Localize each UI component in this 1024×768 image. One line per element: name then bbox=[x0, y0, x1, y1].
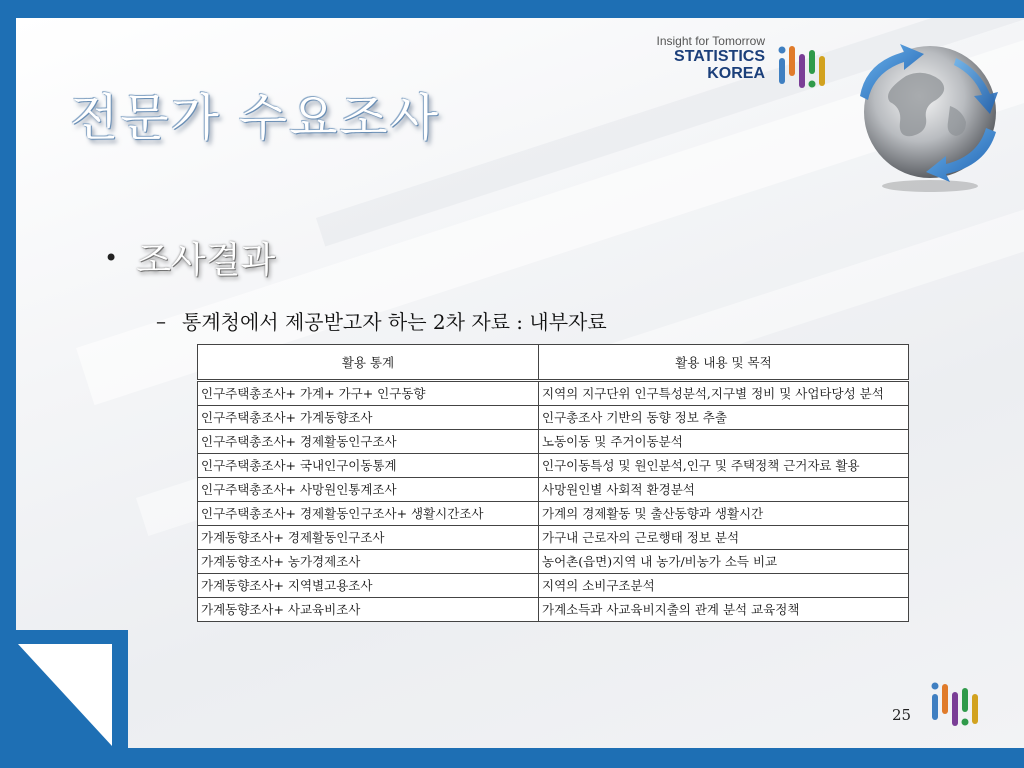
brand-name-line1: STATISTICS bbox=[674, 48, 765, 65]
sub-bullet-text: 통계청에서 제공받고자 하는 2차 자료 : 내부자료 bbox=[182, 310, 607, 334]
table-cell: 인구주택총조사+ 가계동향조사 bbox=[198, 406, 539, 430]
table-row bbox=[198, 574, 909, 598]
table-cell: 노동이동 및 주거이동분석 bbox=[539, 430, 909, 454]
table-cell: 인구이동특성 및 원인분석,인구 및 주택정책 근거자료 활용 bbox=[539, 454, 909, 478]
table-row bbox=[198, 550, 909, 574]
table-row bbox=[198, 454, 909, 478]
column-header: 활용 통계 bbox=[198, 345, 539, 381]
sub-bullet-dash: – bbox=[156, 308, 166, 333]
table-cell: 가계소득과 사교육비지출의 관계 분석 교육정책 bbox=[539, 598, 909, 622]
table-cell: 지역의 소비구조분석 bbox=[539, 574, 909, 598]
table-cell: 가계동향조사+ 사교육비조사 bbox=[198, 598, 539, 622]
table-cell: 가구내 근로자의 근로행태 정보 분석 bbox=[539, 526, 909, 550]
table-row bbox=[198, 381, 909, 406]
table-row bbox=[198, 406, 909, 430]
statistics-korea-logo-icon bbox=[775, 40, 839, 92]
table-cell: 인구주택총조사+ 사망원인통계조사 bbox=[198, 478, 539, 502]
table-cell: 인구주택총조사+ 경제활동인구조사+ 생활시간조사 bbox=[198, 502, 539, 526]
statistics-usage-table bbox=[197, 344, 909, 622]
bottom-bar bbox=[0, 748, 1024, 768]
statistics-korea-logo-text bbox=[645, 34, 765, 82]
corner-accent bbox=[0, 630, 128, 748]
table-cell: 인구주택총조사+ 가계+ 가구+ 인구동향 bbox=[198, 381, 539, 406]
table-cell: 가계동향조사+ 지역별고용조사 bbox=[198, 574, 539, 598]
bullet-dot-icon: • bbox=[104, 243, 119, 272]
table-row bbox=[198, 478, 909, 502]
table-cell: 지역의 지구단위 인구특성분석,지구별 정비 및 사업타당성 분석 bbox=[539, 381, 909, 406]
table-cell: 인구총조사 기반의 동향 정보 추출 bbox=[539, 406, 909, 430]
globe-icon bbox=[846, 36, 1006, 196]
column-header: 활용 내용 및 목적 bbox=[539, 345, 909, 381]
table-cell: 인구주택총조사+ 국내인구이동통계 bbox=[198, 454, 539, 478]
bullet-text: 조사결과 bbox=[136, 240, 276, 281]
brand-tagline: Insight for Tomorrow bbox=[656, 34, 765, 48]
slide-title: 전문가 수요조사 bbox=[70, 89, 440, 147]
statistics-korea-mark-icon bbox=[930, 680, 994, 730]
table-cell: 농어촌(읍면)지역 내 농가/비농가 소득 비교 bbox=[539, 550, 909, 574]
bullet-item bbox=[104, 232, 275, 283]
table-cell: 가계동향조사+ 경제활동인구조사 bbox=[198, 526, 539, 550]
sub-bullet-item bbox=[156, 306, 607, 335]
table-row bbox=[198, 598, 909, 622]
table-cell: 사망원인별 사회적 환경분석 bbox=[539, 478, 909, 502]
table-row bbox=[198, 502, 909, 526]
page-number: 25 bbox=[892, 706, 912, 724]
table-cell: 인구주택총조사+ 경제활동인구조사 bbox=[198, 430, 539, 454]
table-row bbox=[198, 430, 909, 454]
left-accent-bar bbox=[0, 270, 16, 630]
brand-name-line2: KOREA bbox=[707, 65, 765, 82]
table-cell: 가계동향조사+ 농가경제조사 bbox=[198, 550, 539, 574]
table-row bbox=[198, 526, 909, 550]
table-cell: 가계의 경제활동 및 출산동향과 생활시간 bbox=[539, 502, 909, 526]
table-header-row bbox=[198, 345, 909, 381]
